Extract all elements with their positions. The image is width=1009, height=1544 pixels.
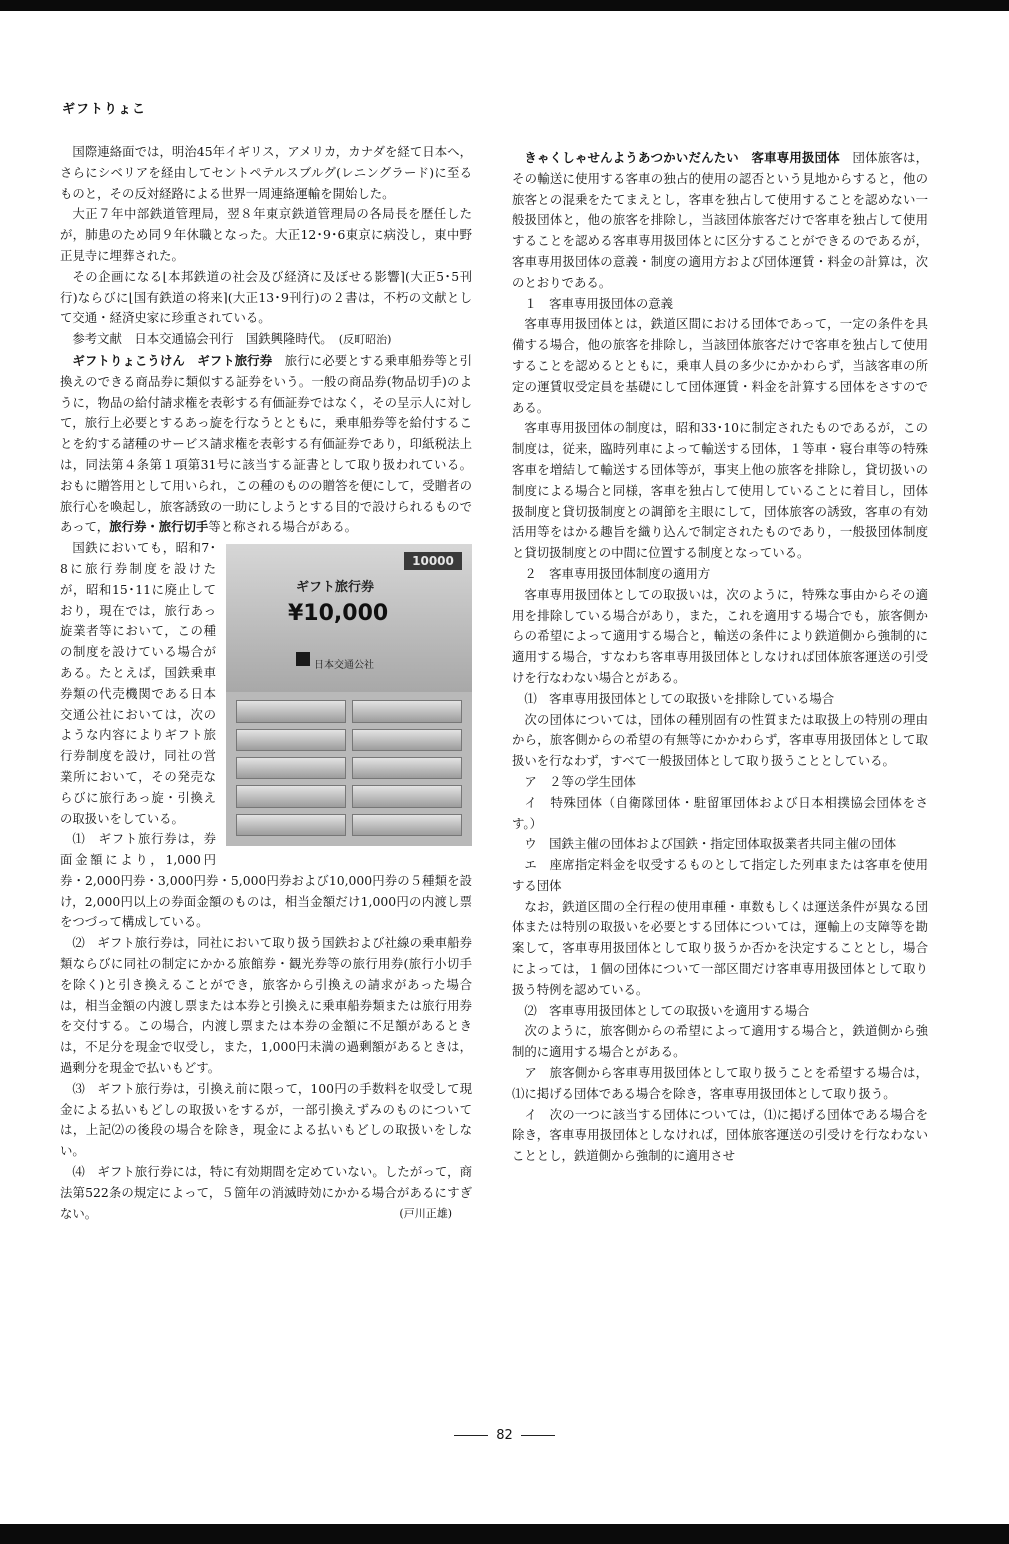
reference-line [60,329,472,351]
list-item [60,1162,472,1224]
page-number: 82 [496,1428,513,1443]
ticket-stub [236,729,346,751]
company-logo-icon [296,652,310,666]
paragraph: 国鉄においても，昭和7･8に旅行券制度を設けたが，昭和15･11に廃止しており，現在では，旅行あっ旋業者等において，この種の制度を設けている場合がある。たとえば，国鉄乗車券類の代売機関である日本交通公社においては，次のような内容によりギフト旅行券制度を設け，同社の営業所において，その発売ならびに旅行あっ旋・引換えの取扱いをしている。 [60,540,216,826]
section-heading: １ 客車専用扱団体の意義 [524,295,674,311]
list-item: ⑶ ギフト旅行券は，引換え前に限って，100円の手数料を収受して現金による払いもどしの取扱いをするが，一部引換えずみのものについては，上記⑵の後段の場合を除き，現金による払いもどしの取扱いをしない。 [60,1080,472,1159]
bottom-border [0,1524,1009,1544]
reference-text: 参考文献 日本交通協会刊行 国鉄興隆時代。 [72,331,327,347]
list-item: エ 座席指定料金を収受するものとして指定した列車または客車を使用する団体 [512,857,928,893]
ticket-stubs [236,700,462,836]
paragraph: 国際連絡面では，明治45年イギリス，アメリカ，カナダを経て日本へ，さらにシベリアを経由してセントペテルスブルグ(レニングラード)に至るものと，その反対経路による世界一周連絡運輸を開始した。 [60,144,472,201]
entry-text: 団体旅客は，その輸送に使用する客車の独占的使用の認否という見地からすると，他の旅客との混乗をたてまえとし，客車を独占して使用することを認めない一般扱団体と，他の旅客を排除し，当該団体旅客だけで客車を独占して使用することを認める客車専用扱団体とに区分することができるのであるが，客車専用扱団体の意義・制度の適用方および団体運賃・料金の計算は，次のとおりである。 [512,150,929,290]
list-item-text: ⑷ ギフト旅行券には，特に有効期間を定めていない。したがって，商法第522条の規定によって，５箇年の消滅時効にかかる場合があるにすぎない。 [60,1164,472,1221]
right-column [512,148,928,1167]
entry-text: 旅行に必要とする乗車船券等と引換えのできる商品券に類似する証券をいう。一般の商品券(物品切手)のように，物品の給付請求権を表彰する有価証券ではなく，その呈示人に対して，旅行上必要とするあっ旋を行なうとともに，乗車船券等を給付することを約する諸種のサービス請求権を表彰する有価証券であり，印紙税法上は，同法第４条第１項第31号に該当する証書として取り扱われている。おもに贈答用として用いられ，この種のものの贈答を便にして，受贈者の旅行心を喚起し，旅客誘致の一助にしようとする目的で設けられるものであって， [60,352,473,535]
ticket-stub [236,757,346,779]
ticket-stub [352,814,462,836]
list-item: ア 旅客側から客車専用扱団体として取り扱うことを希望する場合は，⑴に掲げる団体である場合を除き，客車専用扱団体として取り扱う。 [512,1065,928,1101]
list-item: ⑵ ギフト旅行券は，同社において取り扱う国鉄および社線の乗車船券類ならびに同社の制定にかかる旅館券・観光券等の旅行用券(旅行小切手を除く)と引き換えることができ，旅客から引換えの請求があった場合は，相当金額の内渡し票または本券と引換えに乗車船券類または旅行用券を交付する。この場合，内渡し票または本券の金額に不足額があるときは，不足分を現金で収受し，また，1,000円未満の過剰額があるときは，過剰分を現金で払いもどす。 [60,935,472,1076]
subsection-heading: ⑴ 客車専用扱団体としての取扱いを排除している場合 [524,690,835,706]
list-item: ウ 国鉄主催の団体および国鉄・指定団体取扱業者共同主催の団体 [524,836,897,852]
list-item: イ 次の一つに該当する団体については，⑴に掲げる団体である場合を除き，客車専用扱団体としなければ，団体旅客運送の引受けを行なわないこととし，鉄道側から強制的に適用させ [512,1106,928,1164]
page-footer [0,1428,1009,1443]
entry-heading: きゃくしゃせんようあつかいだんたい 客車専用扱団体 [524,150,840,165]
paragraph: なお，鉄道区間の全行程の使用車種・車数もしくは運送条件が異なる団体または特別の取扱いを必要とする団体については，運輸上の支障等を勘案して，客車専用扱団体として取り扱うか否かを決定することとし，場合によっては，１個の団体について一部区間だけ客車専用扱団体として取り扱う特例を認めている。 [512,898,928,997]
list-item: ⑴ ギフト旅行券は，券面金額により，1,000円券・2,000円券・3,000円券・5,000円券および10,000円券の５種類を設け，2,000円以上の券面金額のものは，相当金額だけ1,000円の内渡し票をつづって構成している。 [60,831,472,930]
paragraph: 客車専用扱団体としての取扱いは，次のように，特殊な事由からその適用を排除している場合があり，また，これを適用する場合でも，旅客側からの希望によって適用する場合と，輸送の条件により鉄道側から強制的に適用する場合，すなわち客車専用扱団体としなければ団体旅客運送の引受けを行なわない場合とがある。 [512,586,928,685]
author-signature: (反町昭治) [338,333,392,347]
ticket-main-face [226,544,472,692]
ticket-serial: 10000 [404,552,462,570]
entry-heading: ギフトりょこうけん ギフト旅行券 [72,352,273,368]
paragraph: 客車専用扱団体とは，鉄道区間における団体であって，一定の条件を具備する場合，他の旅客を排除し，当該団体旅客だけで客車を独占して使用することを認めるとともに，乗車人員の多少にかかわらず，当該客車の所定の運賃収受定員を基礎にして団体運賃・料金を計算する団体をさすのである。 [512,316,928,415]
top-border [0,0,1009,11]
ticket-company: 日本交通公社 [314,660,374,672]
ticket-stub [352,757,462,779]
paragraph: 次の団体については，団体の種別固有の性質または取扱上の特別の理由から，旅客側からの希望の有無等にかかわらず，客車専用扱団体として取扱いを行なわず，すべて一般扱団体として取り扱うこととしている。 [512,711,928,769]
section-heading: ２ 客車専用扱団体制度の適用方 [524,565,711,581]
ticket-stub [352,729,462,751]
ticket-stub [352,700,462,722]
ticket-stub [236,814,346,836]
list-item: イ 特殊団体（自衛隊団体・駐留軍団体および日本相撲協会団体をさす。） [512,794,928,831]
paragraph: 次のように，旅客側からの希望によって適用する場合と，鉄道側から強制的に適用する場合とがある。 [512,1023,928,1060]
gift-ticket-photo [226,544,472,846]
ticket-title: ギフト旅行券 [296,580,375,596]
subsection-heading: ⑵ 客車専用扱団体としての取扱いを適用する場合 [524,1002,810,1018]
paragraph: その企画になる⌊本邦鉄道の社会及び経済に及ぼせる影響⌉(大正5･5刊行)ならびに⌊国有鉄道の将来⌉(大正13･9刊行)の２書は，不朽の文献として交通・経済史家に珍重されている。 [60,268,472,326]
bold-term: 旅行券・旅行切手 [109,519,209,535]
paragraph: 客車専用扱団体の制度は，昭和33･10に制定されたものであるが，この制度は，従来，臨時列車によって輸送する団体，１等車・寝台車等の特殊客車を増結して輸送する団体等が，事実上他の旅客を排除し，貸切扱いの制度による場合と同様，客車を独占して使用していることに着目し，団体扱制度と貸切扱制度との調節を主眼にして，団体旅客の誘致，客車の有効活用等をはかる趣旨を織り込んで制定されたものであり，一般扱団体制度と貸切扱制度との中間に位置する制度となっている。 [512,420,928,561]
entry-text-tail: 等と称される場合がある。 [208,519,358,535]
list-item: ア ２等の学生団体 [524,773,636,789]
ticket-stub [236,700,346,722]
left-column [60,142,472,1224]
entry-paragraph [512,148,928,294]
footer-rule [521,1435,555,1436]
ticket-stub [236,785,346,807]
entry-paragraph [60,351,472,538]
footer-rule [454,1435,488,1436]
ticket-amount: ¥10,000 [288,601,389,627]
author-signature: (戸川正雄) [399,1206,452,1220]
paragraph: 大正７年中部鉄道管理局，翌８年東京鉄道管理局の各局長を歴任したが，肺患のため同９年休職となった。大正12･9･6東京に病没し，東中野正見寺に埋葬された。 [60,206,472,263]
running-head: ギフトりょこ [62,102,147,117]
ticket-stub [352,785,462,807]
